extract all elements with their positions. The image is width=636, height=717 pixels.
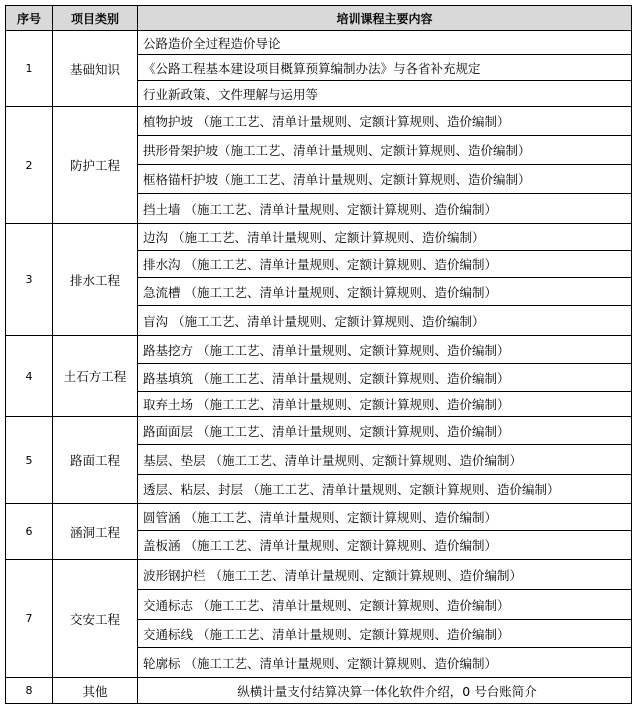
course-content-cell: 交通标线 （施工工艺、清单计量规则、定额计算规则、造价编制）	[138, 620, 632, 648]
course-table	[5, 5, 632, 704]
course-content-cell: 急流槽 （施工工艺、清单计量规则、定额计算规则、造价编制）	[138, 278, 632, 306]
table-row	[6, 417, 632, 445]
row-number-cell: 4	[6, 336, 53, 417]
row-number-cell: 2	[6, 107, 53, 224]
row-number-cell: 5	[6, 417, 53, 504]
header-no: 序号	[6, 6, 53, 31]
course-table-container	[5, 5, 632, 704]
category-cell: 排水工程	[53, 224, 138, 336]
course-content-cell: 纵横计量支付结算决算一体化软件介绍，0 号台账简介	[138, 678, 632, 704]
category-cell: 交安工程	[53, 560, 138, 678]
row-number-cell: 7	[6, 560, 53, 678]
category-cell: 基础知识	[53, 31, 138, 107]
table-row	[6, 560, 632, 590]
category-cell: 防护工程	[53, 107, 138, 224]
table-row	[6, 678, 632, 704]
course-content-cell: 《公路工程基本建设项目概算预算编制办法》与各省补充规定	[138, 55, 632, 81]
course-content-cell: 路面面层 （施工工艺、清单计量规则、定额计算规则、造价编制）	[138, 417, 632, 445]
header-category: 项目类别	[53, 6, 138, 31]
course-content-cell: 盲沟 （施工工艺、清单计量规则、定额计算规则、造价编制）	[138, 306, 632, 336]
header-content: 培训课程主要内容	[138, 6, 632, 31]
row-number-cell: 1	[6, 31, 53, 107]
course-content-cell: 取弃土场 （施工工艺、清单计量规则、定额计算规则、造价编制）	[138, 392, 632, 417]
course-content-cell: 波形钢护栏 （施工工艺、清单计量规则、定额计算规则、造价编制）	[138, 560, 632, 590]
category-cell: 土石方工程	[53, 336, 138, 417]
header-row	[6, 6, 632, 31]
table-row	[6, 107, 632, 136]
row-number-cell: 6	[6, 504, 53, 560]
row-number-cell: 8	[6, 678, 53, 704]
course-content-cell: 基层、垫层 （施工工艺、清单计量规则、定额计算规则、造价编制）	[138, 445, 632, 475]
course-content-cell: 交通标志 （施工工艺、清单计量规则、定额计算规则、造价编制）	[138, 590, 632, 620]
table-row	[6, 336, 632, 364]
course-content-cell: 盖板涵 （施工工艺、清单计量规则、定额计算规则、造价编制）	[138, 531, 632, 560]
category-cell: 涵洞工程	[53, 504, 138, 560]
course-content-cell: 路基填筑 （施工工艺、清单计量规则、定额计算规则、造价编制）	[138, 364, 632, 392]
course-content-cell: 路基挖方 （施工工艺、清单计量规则、定额计算规则、造价编制）	[138, 336, 632, 364]
table-row	[6, 504, 632, 531]
course-content-cell: 排水沟 （施工工艺、清单计量规则、定额计算规则、造价编制）	[138, 251, 632, 278]
row-number-cell: 3	[6, 224, 53, 336]
table-row	[6, 31, 632, 55]
category-cell: 路面工程	[53, 417, 138, 504]
course-content-cell: 植物护坡 （施工工艺、清单计量规则、定额计算规则、造价编制）	[138, 107, 632, 136]
course-content-cell: 公路造价全过程造价导论	[138, 31, 632, 55]
course-content-cell: 挡土墙 （施工工艺、清单计量规则、定额计算规则、造价编制）	[138, 194, 632, 224]
course-content-cell: 轮廓标 （施工工艺、清单计量规则、定额计算规则、造价编制）	[138, 648, 632, 678]
table-row	[6, 224, 632, 251]
course-content-cell: 圆管涵 （施工工艺、清单计量规则、定额计算规则、造价编制）	[138, 504, 632, 531]
table-body	[6, 31, 632, 704]
course-content-cell: 拱形骨架护坡（施工工艺、清单计量规则、定额计算规则、造价编制）	[138, 136, 632, 165]
course-content-cell: 边沟 （施工工艺、清单计量规则、定额计算规则、造价编制）	[138, 224, 632, 251]
course-content-cell: 框格锚杆护坡（施工工艺、清单计量规则、定额计算规则、造价编制）	[138, 165, 632, 194]
course-content-cell: 透层、粘层、封层 （施工工艺、清单计量规则、定额计算规则、造价编制）	[138, 475, 632, 504]
category-cell: 其他	[53, 678, 138, 704]
course-content-cell: 行业新政策、文件理解与运用等	[138, 81, 632, 107]
